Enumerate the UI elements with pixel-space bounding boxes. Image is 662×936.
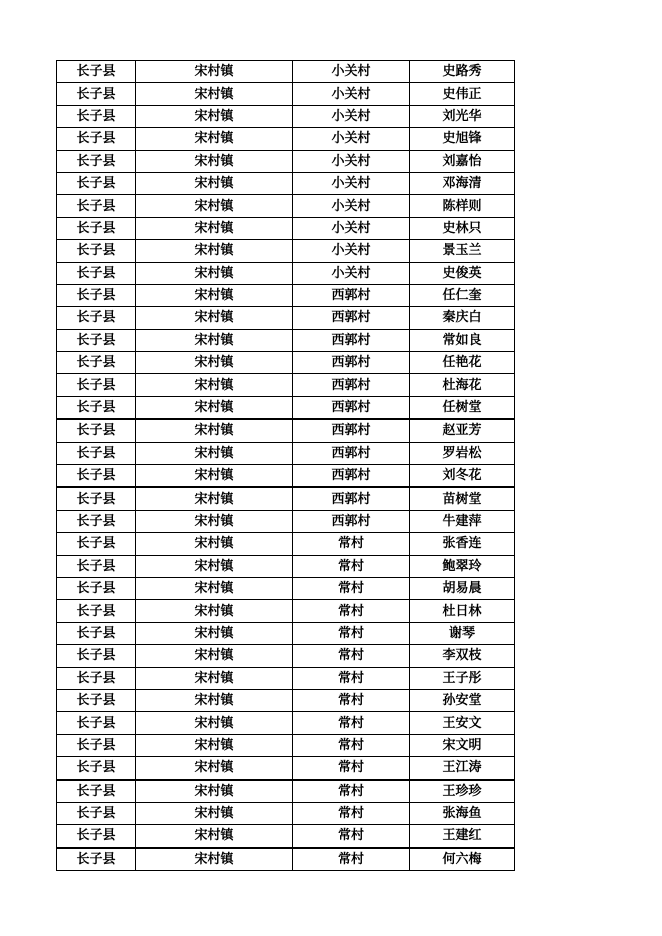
town-cell: 宋村镇 (136, 622, 293, 644)
table-row (57, 848, 515, 871)
table-row (57, 667, 515, 689)
county-cell: 长子县 (57, 802, 136, 824)
town-cell: 宋村镇 (136, 555, 293, 577)
town-cell: 宋村镇 (136, 442, 293, 464)
town-cell: 宋村镇 (136, 712, 293, 734)
village-cell: 常村 (293, 645, 410, 667)
town-cell: 宋村镇 (136, 284, 293, 306)
table-row (57, 689, 515, 711)
table-row (57, 487, 515, 510)
town-cell: 宋村镇 (136, 150, 293, 172)
county-cell: 长子县 (57, 600, 136, 622)
county-cell: 长子县 (57, 689, 136, 711)
name-cell: 张海鱼 (410, 802, 515, 824)
name-cell: 宋文明 (410, 734, 515, 756)
county-cell: 长子县 (57, 825, 136, 848)
name-cell: 王珍珍 (410, 780, 515, 803)
table-row (57, 284, 515, 306)
table-row (57, 734, 515, 756)
table-row (57, 555, 515, 577)
name-cell: 谢琴 (410, 622, 515, 644)
table-row (57, 172, 515, 194)
village-cell: 小关村 (293, 240, 410, 262)
name-cell: 牛建萍 (410, 510, 515, 532)
village-cell: 西郭村 (293, 329, 410, 351)
name-cell: 景玉兰 (410, 240, 515, 262)
table-row (57, 352, 515, 374)
name-cell: 陈样则 (410, 195, 515, 217)
county-cell: 长子县 (57, 577, 136, 599)
village-cell: 西郭村 (293, 396, 410, 419)
town-cell: 宋村镇 (136, 577, 293, 599)
name-cell: 任树堂 (410, 396, 515, 419)
town-cell: 宋村镇 (136, 172, 293, 194)
town-cell: 宋村镇 (136, 307, 293, 329)
name-cell: 史林只 (410, 217, 515, 239)
town-cell: 宋村镇 (136, 487, 293, 510)
village-cell: 常村 (293, 825, 410, 848)
table-row (57, 533, 515, 555)
name-cell: 罗岩松 (410, 442, 515, 464)
name-cell: 王建红 (410, 825, 515, 848)
name-cell: 何六梅 (410, 848, 515, 871)
town-cell: 宋村镇 (136, 734, 293, 756)
name-cell: 王安文 (410, 712, 515, 734)
name-cell: 赵亚芳 (410, 419, 515, 442)
village-cell: 常村 (293, 577, 410, 599)
village-cell: 常村 (293, 802, 410, 824)
county-cell: 长子县 (57, 217, 136, 239)
village-cell: 常村 (293, 555, 410, 577)
name-cell: 张香连 (410, 533, 515, 555)
village-cell: 小关村 (293, 150, 410, 172)
town-cell: 宋村镇 (136, 510, 293, 532)
town-cell: 宋村镇 (136, 419, 293, 442)
name-cell: 刘冬花 (410, 465, 515, 488)
county-cell: 长子县 (57, 645, 136, 667)
county-cell: 长子县 (57, 128, 136, 150)
town-cell: 宋村镇 (136, 848, 293, 871)
village-cell: 小关村 (293, 105, 410, 127)
village-cell: 小关村 (293, 83, 410, 105)
table-row (57, 419, 515, 442)
village-cell: 常村 (293, 848, 410, 871)
table-row (57, 240, 515, 262)
county-cell: 长子县 (57, 240, 136, 262)
village-cell: 小关村 (293, 128, 410, 150)
town-cell: 宋村镇 (136, 802, 293, 824)
town-cell: 宋村镇 (136, 128, 293, 150)
village-cell: 常村 (293, 734, 410, 756)
table-row (57, 712, 515, 734)
name-cell: 胡易晨 (410, 577, 515, 599)
town-cell: 宋村镇 (136, 689, 293, 711)
table-row (57, 61, 515, 83)
town-cell: 宋村镇 (136, 61, 293, 83)
county-cell: 长子县 (57, 352, 136, 374)
county-cell: 长子县 (57, 105, 136, 127)
name-cell: 刘光华 (410, 105, 515, 127)
table-row (57, 825, 515, 848)
county-cell: 长子县 (57, 757, 136, 780)
village-cell: 常村 (293, 600, 410, 622)
village-cell: 西郭村 (293, 419, 410, 442)
table-row (57, 622, 515, 644)
name-cell: 鲍翠玲 (410, 555, 515, 577)
county-cell: 长子县 (57, 195, 136, 217)
town-cell: 宋村镇 (136, 217, 293, 239)
name-cell: 孙安堂 (410, 689, 515, 711)
table-row (57, 802, 515, 824)
town-cell: 宋村镇 (136, 667, 293, 689)
town-cell: 宋村镇 (136, 600, 293, 622)
name-cell: 史旭锋 (410, 128, 515, 150)
village-cell: 小关村 (293, 217, 410, 239)
town-cell: 宋村镇 (136, 262, 293, 284)
name-cell: 李双枝 (410, 645, 515, 667)
village-cell: 常村 (293, 667, 410, 689)
name-cell: 秦庆白 (410, 307, 515, 329)
village-cell: 西郭村 (293, 442, 410, 464)
county-cell: 长子县 (57, 555, 136, 577)
table-row (57, 510, 515, 532)
county-cell: 长子县 (57, 510, 136, 532)
table-row (57, 577, 515, 599)
town-cell: 宋村镇 (136, 396, 293, 419)
village-cell: 西郭村 (293, 374, 410, 396)
village-cell: 常村 (293, 689, 410, 711)
roster-table (56, 60, 515, 871)
county-cell: 长子县 (57, 442, 136, 464)
town-cell: 宋村镇 (136, 240, 293, 262)
town-cell: 宋村镇 (136, 757, 293, 780)
town-cell: 宋村镇 (136, 645, 293, 667)
table-row (57, 307, 515, 329)
village-cell: 常村 (293, 712, 410, 734)
table-row (57, 217, 515, 239)
village-cell: 西郭村 (293, 352, 410, 374)
name-cell: 任艳花 (410, 352, 515, 374)
town-cell: 宋村镇 (136, 352, 293, 374)
county-cell: 长子县 (57, 419, 136, 442)
town-cell: 宋村镇 (136, 83, 293, 105)
county-cell: 长子县 (57, 374, 136, 396)
name-cell: 苗树堂 (410, 487, 515, 510)
table-row (57, 396, 515, 419)
village-cell: 小关村 (293, 61, 410, 83)
name-cell: 任仁奎 (410, 284, 515, 306)
table-row (57, 780, 515, 803)
village-cell: 西郭村 (293, 284, 410, 306)
table-row (57, 195, 515, 217)
village-cell: 西郭村 (293, 465, 410, 488)
table-row (57, 465, 515, 488)
table-row (57, 262, 515, 284)
county-cell: 长子县 (57, 284, 136, 306)
table-row (57, 128, 515, 150)
county-cell: 长子县 (57, 712, 136, 734)
county-cell: 长子县 (57, 533, 136, 555)
county-cell: 长子县 (57, 848, 136, 871)
name-cell: 王子彤 (410, 667, 515, 689)
village-cell: 小关村 (293, 195, 410, 217)
county-cell: 长子县 (57, 83, 136, 105)
table-row (57, 374, 515, 396)
table-row (57, 329, 515, 351)
county-cell: 长子县 (57, 172, 136, 194)
village-cell: 西郭村 (293, 487, 410, 510)
table-row (57, 105, 515, 127)
village-cell: 小关村 (293, 262, 410, 284)
county-cell: 长子县 (57, 734, 136, 756)
county-cell: 长子县 (57, 622, 136, 644)
county-cell: 长子县 (57, 396, 136, 419)
town-cell: 宋村镇 (136, 533, 293, 555)
town-cell: 宋村镇 (136, 374, 293, 396)
village-cell: 常村 (293, 757, 410, 780)
county-cell: 长子县 (57, 465, 136, 488)
village-cell: 常村 (293, 533, 410, 555)
county-cell: 长子县 (57, 307, 136, 329)
name-cell: 杜海花 (410, 374, 515, 396)
village-cell: 常村 (293, 780, 410, 803)
roster-table-body (57, 61, 515, 871)
table-row (57, 150, 515, 172)
town-cell: 宋村镇 (136, 195, 293, 217)
name-cell: 王江涛 (410, 757, 515, 780)
county-cell: 长子县 (57, 61, 136, 83)
county-cell: 长子县 (57, 780, 136, 803)
village-cell: 小关村 (293, 172, 410, 194)
village-cell: 西郭村 (293, 307, 410, 329)
name-cell: 史俊英 (410, 262, 515, 284)
county-cell: 长子县 (57, 667, 136, 689)
town-cell: 宋村镇 (136, 465, 293, 488)
name-cell: 史伟正 (410, 83, 515, 105)
table-row (57, 600, 515, 622)
name-cell: 杜日林 (410, 600, 515, 622)
name-cell: 邓海清 (410, 172, 515, 194)
county-cell: 长子县 (57, 150, 136, 172)
county-cell: 长子县 (57, 487, 136, 510)
table-row (57, 757, 515, 780)
town-cell: 宋村镇 (136, 780, 293, 803)
town-cell: 宋村镇 (136, 105, 293, 127)
table-row (57, 442, 515, 464)
name-cell: 史路秀 (410, 61, 515, 83)
county-cell: 长子县 (57, 329, 136, 351)
village-cell: 西郭村 (293, 510, 410, 532)
county-cell: 长子县 (57, 262, 136, 284)
name-cell: 刘嘉怡 (410, 150, 515, 172)
town-cell: 宋村镇 (136, 329, 293, 351)
name-cell: 常如良 (410, 329, 515, 351)
table-row (57, 83, 515, 105)
table-row (57, 645, 515, 667)
town-cell: 宋村镇 (136, 825, 293, 848)
village-cell: 常村 (293, 622, 410, 644)
